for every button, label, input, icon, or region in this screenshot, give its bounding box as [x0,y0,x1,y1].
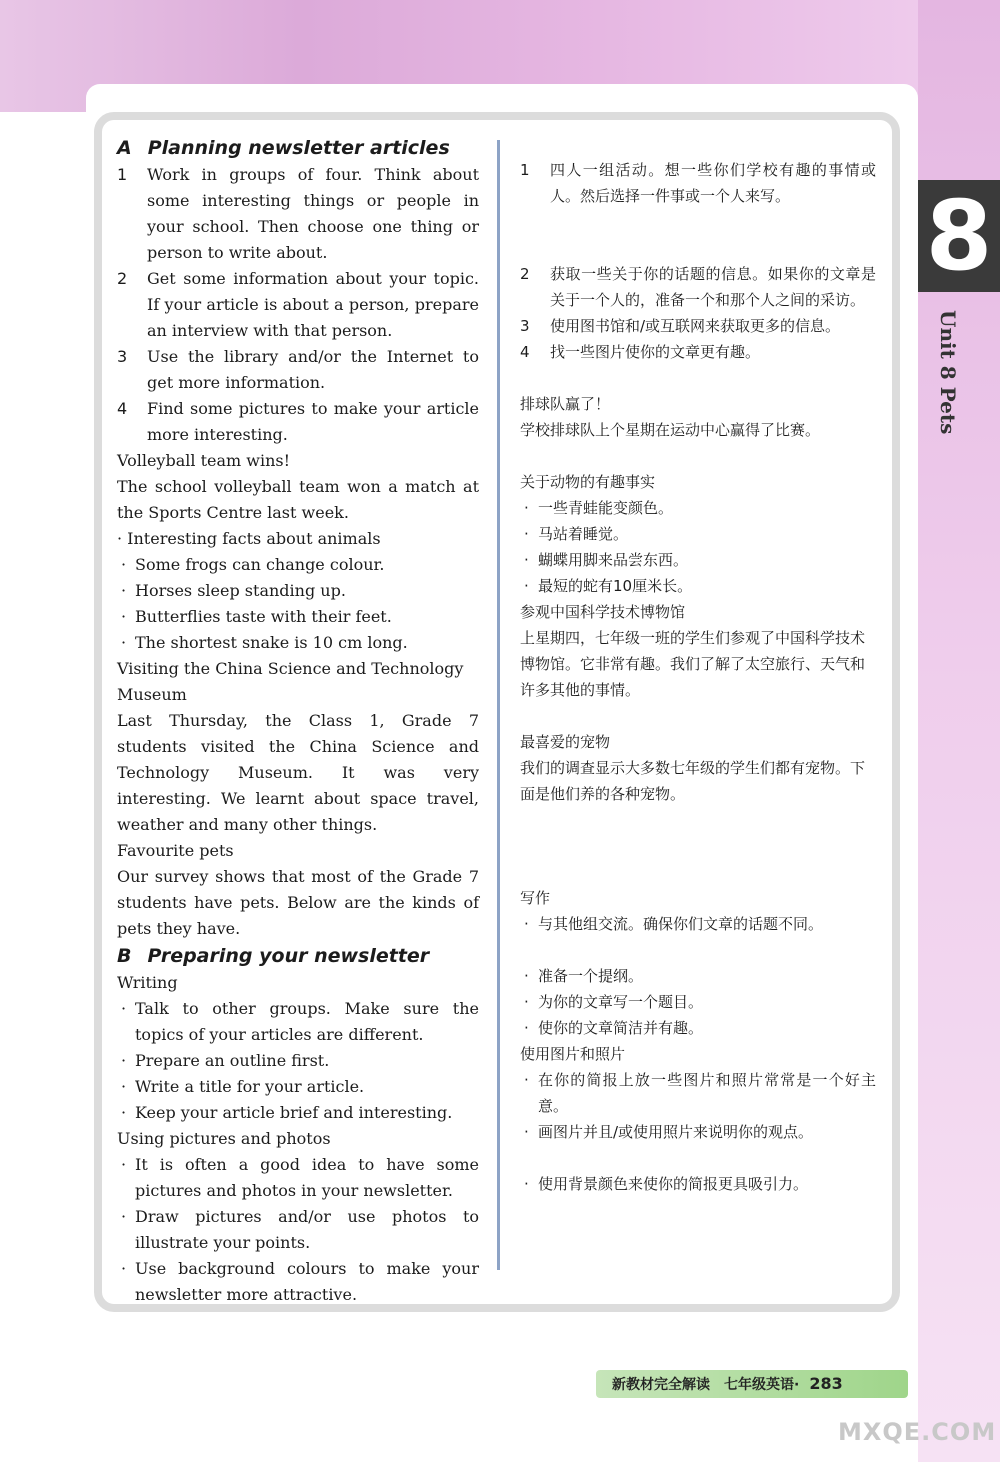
bullet-icon: · [524,1019,529,1037]
animal-fact [117,578,479,604]
pictures-item [117,1256,479,1308]
bullet-icon: · [524,1175,529,1193]
pictures-title: Using pictures and photos [117,1129,331,1148]
section-a-heading [117,134,479,162]
bullet-icon: · [121,999,127,1018]
item-text: Find some pictures to make your article more interesting. [147,399,479,444]
pictures-text: 使用背景颜色来使你的简报更具吸引力。 [538,1175,809,1193]
bullet-icon: · [524,525,529,543]
writing-item [520,989,876,1015]
museum-text: 上星期四，七年级一班的学生们参观了中国科学技术博物馆。它非常有趣。我们了解了太空旅行、天气和许多其他的事情。 [520,629,866,699]
section-a-title: Planning newsletter articles [147,137,450,159]
writing-item [520,1015,876,1041]
item-number: 4 [520,343,530,361]
list-item [520,157,876,209]
bullet-icon: · [121,1207,127,1226]
animal-fact [117,604,479,630]
museum-text: Last Thursday, the Class 1, Grade 7 students visited the China Science and Technology Museum. It was very interesting. We learnt about space travel, weather and many other things. [117,711,479,834]
bullet-icon: · [121,1259,127,1278]
bullet-icon: · [121,1103,127,1122]
bullet-icon: · [524,993,529,1011]
pets-text: Our survey shows that most of the Grade 7 students have pets. Below are the kinds of pets they have. [117,867,479,938]
pictures-item [117,1204,479,1256]
writing-item [117,996,479,1048]
spacer [520,235,876,261]
animal-fact [520,521,876,547]
museum-title: Visiting the China Science and Technology Museum [117,659,464,704]
writing-item [520,963,876,989]
section-a-letter: A [117,137,132,159]
pictures-text: It is often a good idea to have some pictures and photos in your newsletter. [135,1155,479,1200]
watermark: MXQE.COM [838,1418,997,1446]
spacer [520,1145,876,1171]
pictures-text: Use background colours to make your newsletter more attractive. [135,1259,479,1304]
bullet-icon: · [121,1155,127,1174]
bullet-icon: · [121,633,127,652]
pictures-title: 使用图片和照片 [520,1045,626,1063]
spacer [520,937,876,963]
volleyball-text: The school volleyball team won a match at the Sports Centre last week. [117,477,479,522]
footer-band [596,1370,908,1398]
item-number: 1 [117,165,128,184]
section-b-heading [117,942,479,970]
bullet-icon: · [524,1071,529,1089]
fact-text: 蝴蝶用脚来品尝东西。 [538,551,689,569]
animal-fact [520,547,876,573]
spacer [520,859,876,885]
list-item [117,162,479,266]
volleyball-title: 排球队赢了！ [520,395,611,413]
volleyball-text: 学校排球队上个星期在运动中心赢得了比赛。 [520,421,821,439]
item-number: 1 [520,161,530,179]
writing-title: 写作 [520,889,551,907]
bullet-icon: · [524,577,529,595]
writing-text: 与其他组交流。确保你们文章的话题不同。 [538,915,824,933]
writing-title: Writing [117,973,178,992]
bullet-icon: · [121,555,127,574]
unit-number-tab: 8 [918,180,1000,292]
writing-item [117,1048,479,1074]
bullet-icon: · [524,915,529,933]
writing-text: Talk to other groups. Make sure the topics of your articles are different. [135,999,479,1044]
animals-title: · Interesting facts about animals [117,529,381,548]
item-text: 找一些图片使你的文章更有趣。 [550,343,761,361]
writing-text: 使你的文章简洁并有趣。 [538,1019,704,1037]
item-number: 4 [117,399,128,418]
animal-fact [520,573,876,599]
bullet-icon: · [524,1123,529,1141]
page-number: 283 [809,1374,843,1393]
list-item [520,339,876,365]
fact-text: 马站着睡觉。 [538,525,629,543]
fact-text: Some frogs can change colour. [135,555,385,574]
writing-text: 准备一个提纲。 [538,967,644,985]
column-divider [497,140,500,1270]
bullet-icon: · [121,581,127,600]
section-b-title: Preparing your newsletter [147,945,430,967]
list-item [520,261,876,313]
list-item [520,313,876,339]
writing-text: 为你的文章写一个题目。 [538,993,704,1011]
bullet-icon: · [524,967,529,985]
item-text: 四人一组活动。想一些你们学校有趣的事情或人。然后选择一件事或一个人来写。 [550,161,876,205]
spacer [520,807,876,833]
volleyball-title: Volleyball team wins! [117,451,291,470]
pets-text: 我们的调查显示大多数七年级的学生们都有宠物。下面是他们养的各种宠物。 [520,759,866,803]
item-text: Use the library and/or the Internet to get more information. [147,347,479,392]
bullet-icon: · [121,1077,127,1096]
animal-fact [117,630,479,656]
writing-item [117,1074,479,1100]
bullet-icon: · [121,607,127,626]
chinese-column [520,157,876,1197]
pictures-item [117,1152,479,1204]
fact-text: Horses sleep standing up. [135,581,346,600]
animal-fact [520,495,876,521]
fact-text: 最短的蛇有10厘米长。 [538,577,693,595]
museum-title: 参观中国科学技术博物馆 [520,603,686,621]
pictures-text: Draw pictures and/or use photos to illustrate your points. [135,1207,479,1252]
bullet-icon: · [524,499,529,517]
writing-item [117,1100,479,1126]
item-text: Work in groups of four. Think about some interesting things or people in your school. Then choose one thing or person to write about. [147,165,479,262]
book-title: 新教材完全解读 七年级英语· [612,1377,800,1393]
fact-text: 一些青蛙能变颜色。 [538,499,674,517]
spacer [520,833,876,859]
item-number: 2 [520,265,530,283]
item-text: Get some information about your topic. If your article is about a person, prepare an interview with that person. [147,269,479,340]
spacer [520,209,876,235]
list-item [117,344,479,396]
writing-item [520,911,876,937]
pictures-item [520,1067,876,1119]
animals-title: 关于动物的有趣事实 [520,473,656,491]
list-item [117,396,479,448]
writing-text: Write a title for your article. [135,1077,365,1096]
item-number: 3 [520,317,530,335]
section-b-letter: B [117,945,132,967]
writing-text: Prepare an outline first. [135,1051,330,1070]
fact-text: Butterflies taste with their feet. [135,607,392,626]
item-text: 使用图书馆和/或互联网来获取更多的信息。 [550,317,841,335]
pictures-item [520,1119,876,1145]
item-text: 获取一些关于你的话题的信息。如果你的文章是关于一个人的，准备一个和那个人之间的采访。 [550,265,876,309]
writing-text: Keep your article brief and interesting. [135,1103,453,1122]
english-column [117,134,479,1308]
pictures-text: 在你的简报上放一些图片和照片常常是一个好主意。 [538,1071,876,1115]
spacer [520,365,876,391]
bullet-icon: · [121,1051,127,1070]
list-item [117,266,479,344]
spacer [520,443,876,469]
spacer [520,703,876,729]
pets-title: 最喜爱的宠物 [520,733,611,751]
animal-fact [117,552,479,578]
fact-text: The shortest snake is 10 cm long. [135,633,408,652]
pictures-text: 画图片并且/或使用照片来说明你的观点。 [538,1123,814,1141]
pictures-item [520,1171,876,1197]
item-number: 3 [117,347,128,366]
unit-title-vertical: Unit 8 Pets [936,310,960,435]
pets-title: Favourite pets [117,841,234,860]
bullet-icon: · [524,551,529,569]
item-number: 2 [117,269,128,288]
